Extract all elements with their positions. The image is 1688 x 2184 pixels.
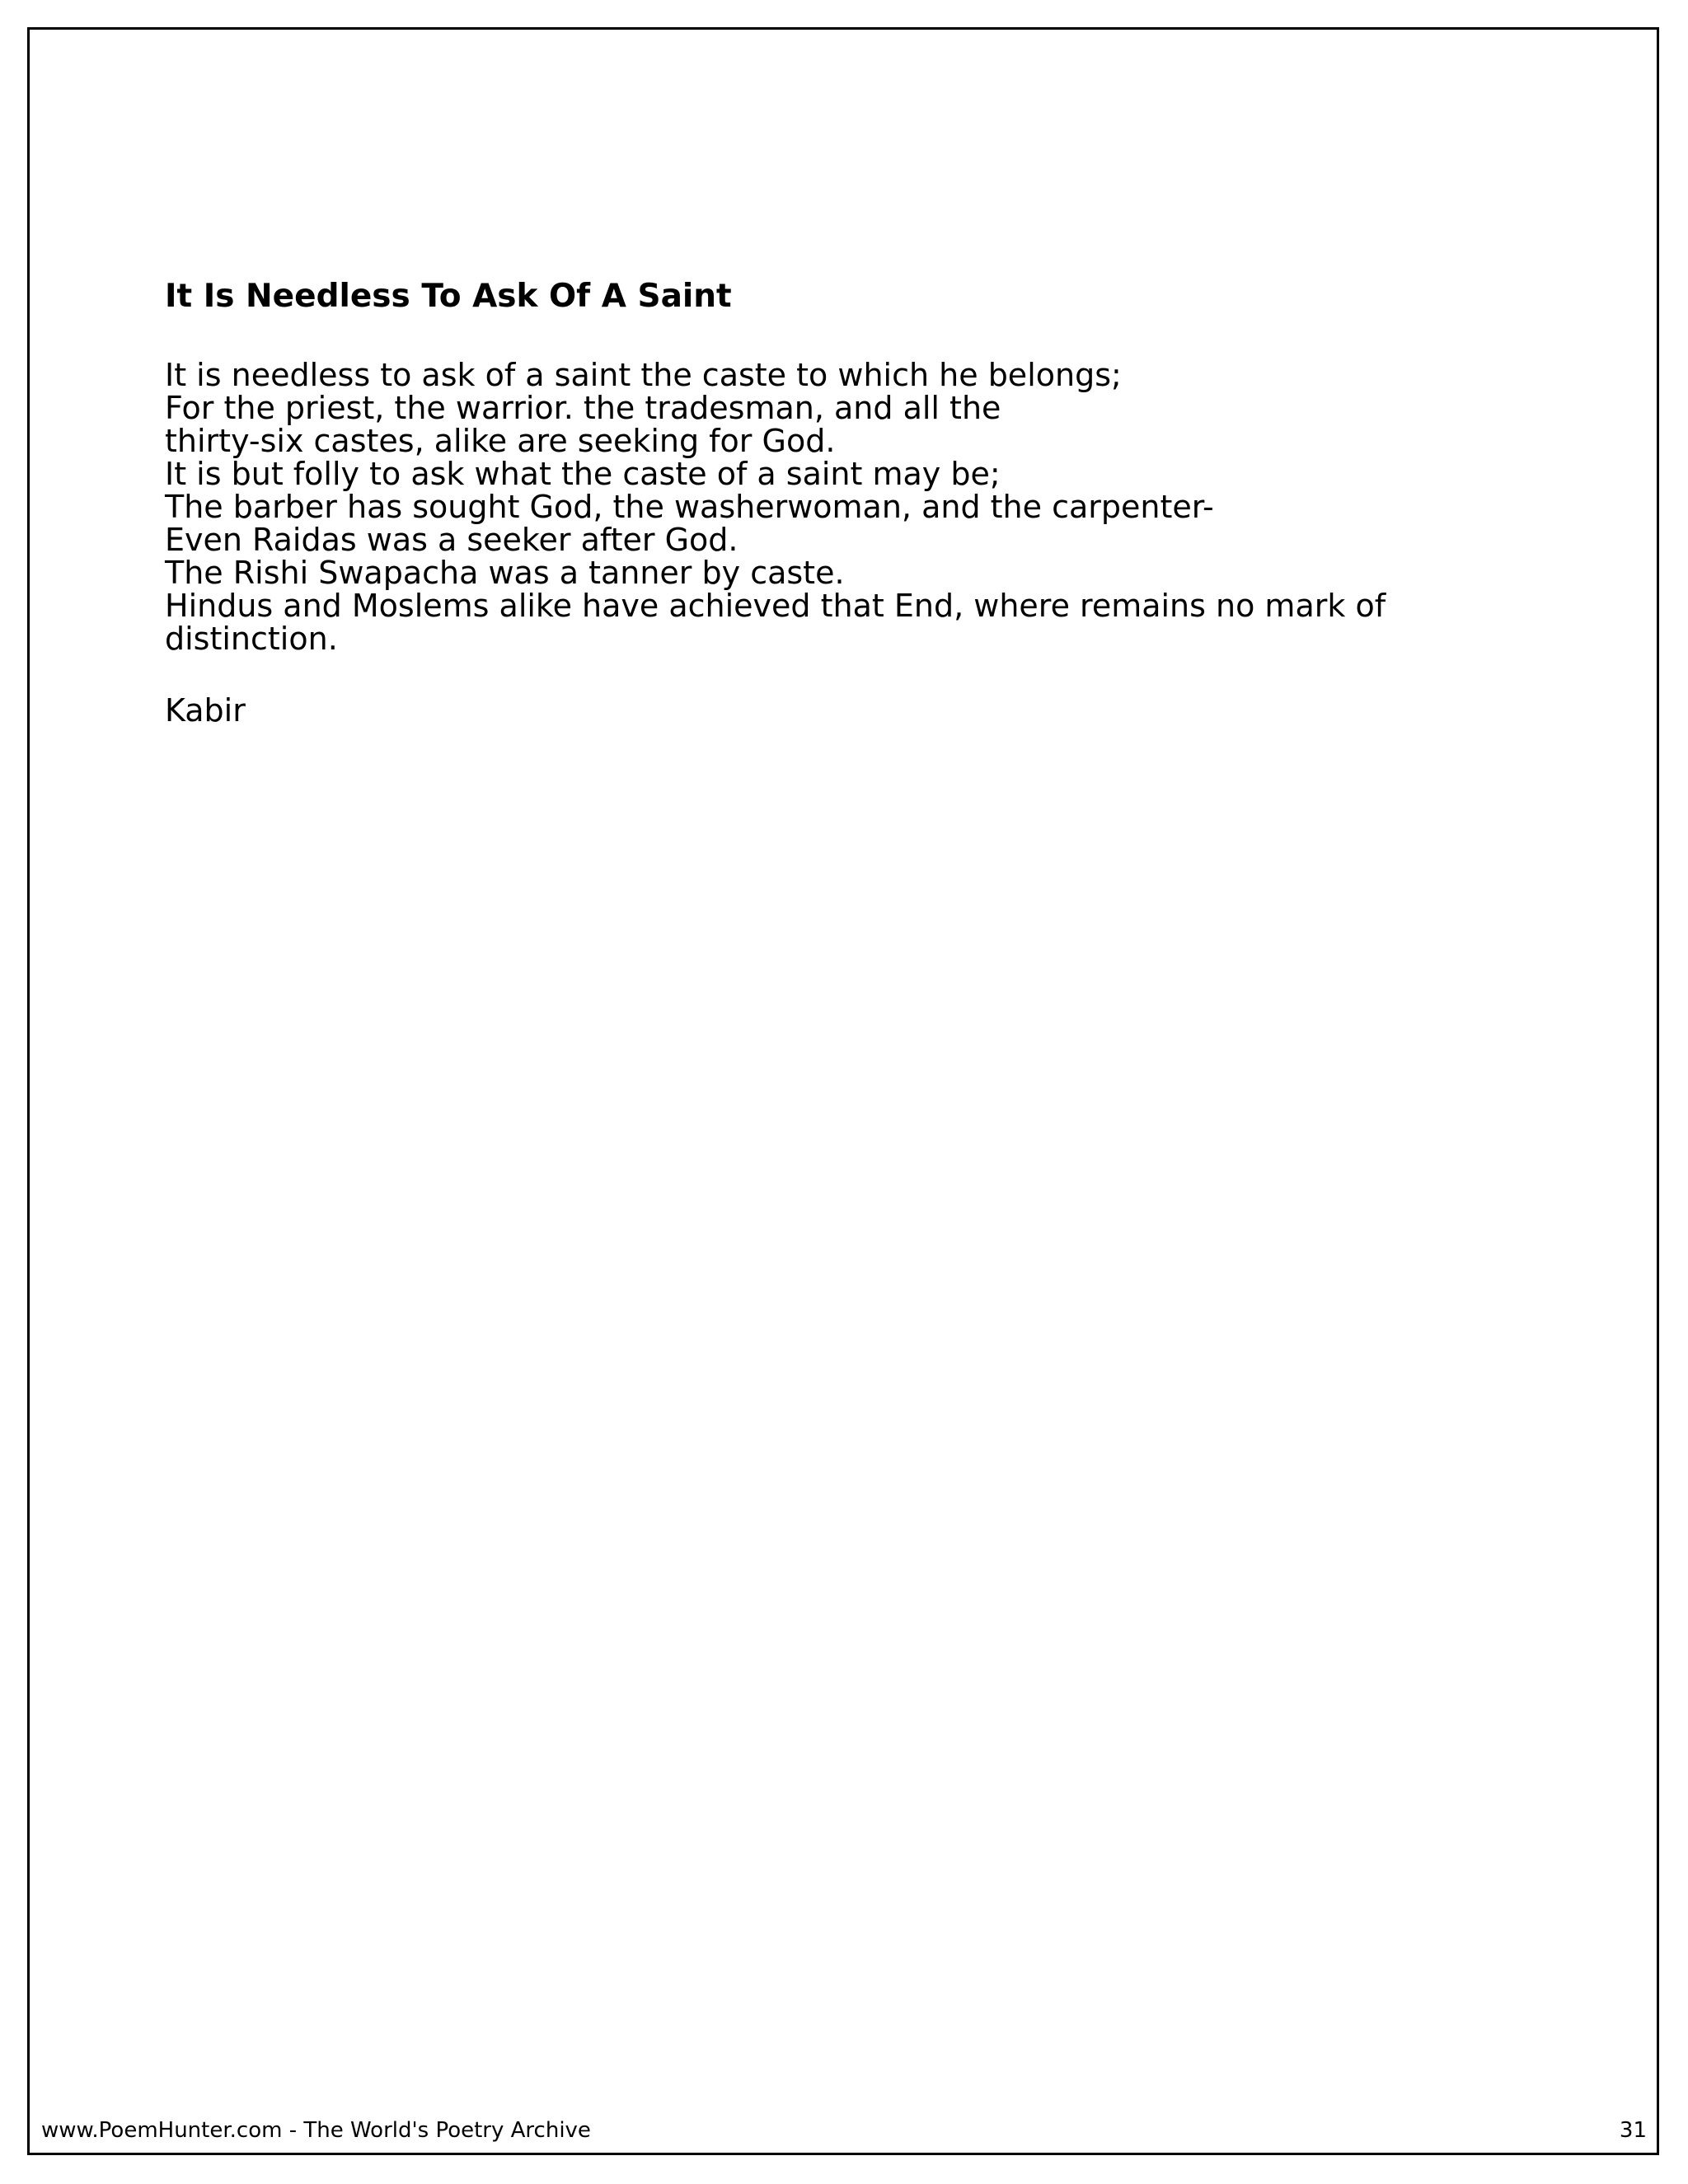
poem-author: Kabir [165, 692, 246, 729]
poem-line: The barber has sought God, the washerwoman, and the carpenter- [165, 489, 1214, 525]
poem-line: For the priest, the warrior. the tradesman, and all the [165, 390, 1001, 426]
footer-site-credit: www.PoemHunter.com - The World's Poetry Archive [41, 2118, 591, 2143]
poem-line: It is needless to ask of a saint the caste to which he belongs; [165, 357, 1122, 393]
poem-line: It is but folly to ask what the caste of a saint may be; [165, 456, 1001, 492]
poem-line: Hindus and Moslems alike have achieved that End, where remains no mark of [165, 588, 1386, 624]
footer-page-number: 31 [1619, 2118, 1647, 2143]
poem-line: thirty-six castes, alike are seeking for God. [165, 423, 836, 459]
poem-line: distinction. [165, 621, 338, 657]
poem-line: Even Raidas was a seeker after God. [165, 522, 738, 558]
poem-line: The Rishi Swapacha was a tanner by caste. [165, 555, 845, 591]
poem-body [165, 359, 1386, 655]
poem-title: It Is Needless To Ask Of A Saint [165, 278, 732, 315]
page-border [27, 27, 1659, 2155]
